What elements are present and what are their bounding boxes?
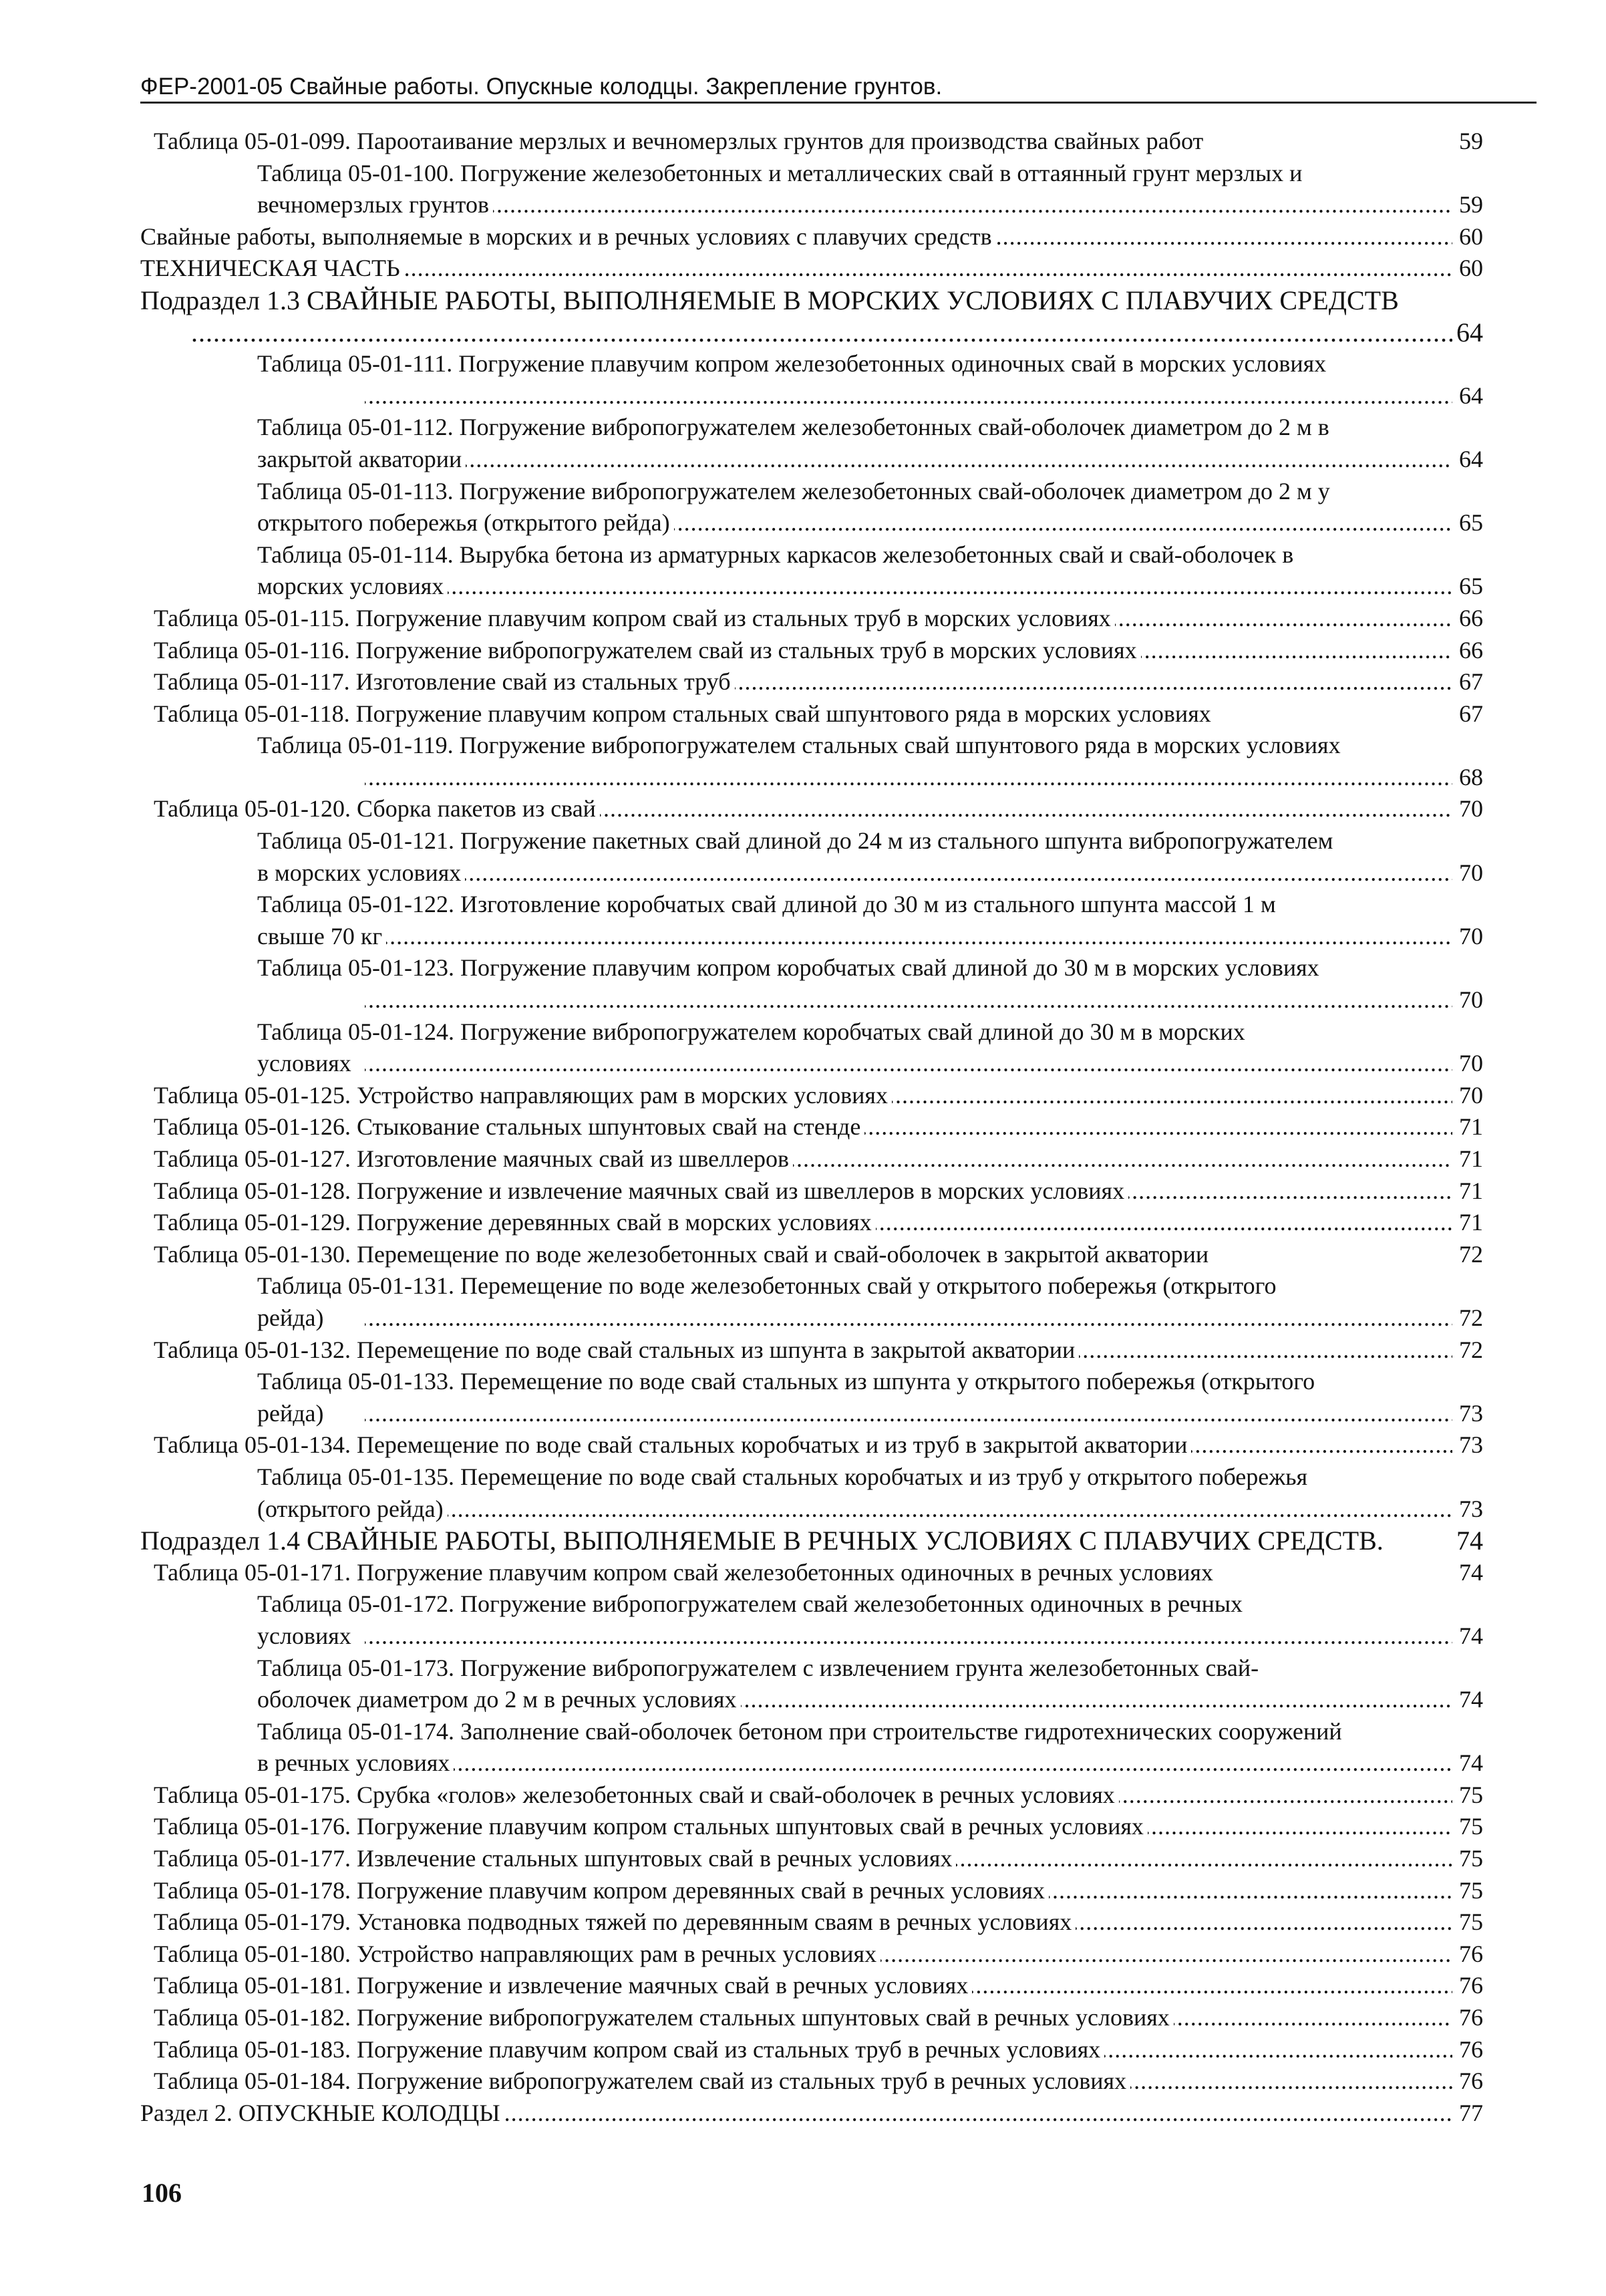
toc-table-entry[interactable]: Таблица 05-01-133. Перемещение по воде свай стальных из шпунта у открытого побережья (открытого рейда) ..... 73 <box>140 1366 1483 1429</box>
dot-leader <box>864 1111 1452 1143</box>
toc-entry-text: Таблица 05-01-100. Погружение железобетонных и металлических свай в оттаянный грунт мерзлых и <box>257 159 1303 186</box>
dot-leader <box>1174 2002 1452 2034</box>
toc-table-entry[interactable] <box>140 476 1483 539</box>
toc-entry-text: Таблица 05-01-124. Погружение вибропогружателем коробчатых свай длиной до 30 м в морских <box>257 1018 1245 1045</box>
toc-entry-text: Таблица 05-01-115. Погружение плавучим копром свай из стальных труб в морских условиях <box>154 604 1111 631</box>
toc-entry-text: Таблица 05-01-127. Изготовление маячных свай из швеллеров <box>154 1145 790 1172</box>
toc-entry-text: закрытой акватории <box>257 445 462 472</box>
toc-page-number: 70 <box>1459 986 1483 1014</box>
toc-entry-text: Таблица 05-01-113. Погружение вибропогружателем железобетонных свай-оболочек диаметром до 2 м у <box>257 477 1330 505</box>
dot-leader <box>365 984 1452 1016</box>
toc-entry-text: Подраздел 1.3 СВАЙНЫЕ РАБОТЫ, ВЫПОЛНЯЕМЫЕ В МОРСКИХ УСЛОВИЯХ С ПЛАВУЧИХ СРЕДСТВ <box>140 285 1399 315</box>
toc-entry-text: Таблица 05-01-183. Погружение плавучим копром свай из стальных труб в речных условиях <box>154 2035 1101 2063</box>
toc-entry-text: Таблица 05-01-123. Погружение плавучим копром коробчатых свай длиной до 30 м в морских условиях <box>257 954 1319 982</box>
toc-page-number: 73 <box>1459 1399 1483 1427</box>
toc-table-entry[interactable] <box>140 1811 1483 1843</box>
toc-table-entry[interactable] <box>140 539 1483 603</box>
toc-page-number: 75 <box>1459 1908 1483 1936</box>
toc-page-number: 71 <box>1459 1177 1483 1204</box>
toc-entry-text: Таблица 05-01-118. Погружение плавучим копром стальных свай шпунтового ряда в морских условиях <box>154 700 1211 727</box>
dot-leader <box>1104 2034 1452 2066</box>
toc-entry-text: Таблица 05-01-119. Погружение вибропогружателем стальных свай шпунтового ряда в морских условиях <box>257 732 1341 759</box>
toc-entry-text: Таблица 05-01-129. Погружение деревянных свай в морских условиях <box>154 1209 872 1236</box>
toc-section-entry[interactable] <box>140 1525 1483 1557</box>
dot-leader <box>876 1207 1452 1239</box>
toc-page-number: 77 <box>1459 2099 1483 2126</box>
toc-table-entry[interactable] <box>140 1779 1483 1812</box>
dot-leader <box>365 1398 1452 1430</box>
toc-table-entry[interactable] <box>140 1080 1483 1112</box>
toc-page-number: 72 <box>1459 1336 1483 1363</box>
toc-page-number: 60 <box>1459 223 1483 250</box>
toc-page-number: 75 <box>1459 1813 1483 1840</box>
toc-entry-text: Подраздел 1.4 СВАЙНЫЕ РАБОТЫ, ВЫПОЛНЯЕМЫЕ В РЕЧНЫХ УСЛОВИЯХ С ПЛАВУЧИХ СРЕДСТВ. <box>140 1526 1384 1556</box>
toc-entry-text: Таблица 05-01-130. Перемещение по воде железобетонных свай и свай-оболочек в закрытой акватории <box>154 1240 1209 1268</box>
toc-entry-text: Таблица 05-01-171. Погружение плавучим копром свай железобетонных одиночных в речных условиях <box>154 1558 1213 1586</box>
toc-entry-text: Таблица 05-01-126. Стыкование стальных шпунтовых свай на стенде <box>154 1113 861 1141</box>
toc-table-entry[interactable] <box>140 1111 1483 1143</box>
toc-table-entry[interactable] <box>140 1175 1483 1207</box>
toc-page-number: 74 <box>1459 1558 1483 1586</box>
toc-table-entry[interactable] <box>140 952 1483 1016</box>
toc-page-number: 65 <box>1459 509 1483 537</box>
toc-table-entry[interactable] <box>140 1461 1483 1525</box>
dot-leader <box>454 1747 1452 1779</box>
toc-entry-text: Таблица 05-01-125. Устройство направляющих рам в морских условиях <box>154 1081 888 1109</box>
toc-entry-text: Таблица 05-01-178. Погружение плавучим копром деревянных свай в речных условиях <box>154 1876 1046 1904</box>
toc-table-entry[interactable] <box>140 1843 1483 1875</box>
toc-table-entry[interactable] <box>140 825 1483 889</box>
toc-page-number: 68 <box>1459 763 1483 791</box>
toc-entry-text: Таблица 05-01-180. Устройство направляющих рам в речных условиях <box>154 1940 877 1967</box>
dot-leader <box>448 1493 1452 1526</box>
toc-table-entry[interactable] <box>140 158 1483 221</box>
toc-table-entry[interactable] <box>140 348 1483 412</box>
toc-page-number: 74 <box>1459 1622 1483 1649</box>
toc-entry-text: Таблица 05-01-182. Погружение вибропогружателем стальных шпунтовых свай в речных условиях <box>154 2004 1170 2031</box>
toc-page-number: 71 <box>1459 1145 1483 1172</box>
toc-entry-text: Таблица 05-01-111. Погружение плавучим копром железобетонных одиночных свай в морских условиях <box>257 350 1327 378</box>
dot-leader <box>880 1939 1452 1971</box>
toc-page-number: 71 <box>1459 1113 1483 1141</box>
toc-page-number: 64 <box>1456 317 1483 347</box>
toc-entry-text: Таблица 05-01-179. Установка подводных тяжей по деревянным сваям в речных условиях <box>154 1908 1072 1936</box>
toc-page-number: 67 <box>1459 700 1483 727</box>
toc-page-number: 66 <box>1459 604 1483 631</box>
toc-table-entry[interactable] <box>140 1207 1483 1239</box>
toc-table-entry[interactable] <box>140 1970 1483 2002</box>
toc-page-number: 76 <box>1459 1940 1483 1967</box>
toc-entry-text: оболочек диаметром до 2 м в речных условиях <box>257 1686 737 1713</box>
toc-entry-text: Таблица 05-01-122. Изготовление коробчатых свай длиной до 30 м из стального шпунта массой 1 м <box>257 891 1276 918</box>
toc-entry-text: Таблица 05-01-177. Извлечение стальных шпунтовых свай в речных условиях <box>154 1845 953 1872</box>
toc-page-number: 72 <box>1459 1304 1483 1331</box>
toc-entry-text: Раздел 2. ОПУСКНЫЕ КОЛОДЦЫ <box>140 2099 500 2126</box>
dot-leader <box>386 921 1452 953</box>
toc-page-number: 59 <box>1459 191 1483 219</box>
toc-entry-text: Таблица 05-01-135. Перемещение по воде свай стальных коробчатых и из труб у открытого побережья <box>257 1463 1308 1490</box>
toc-table-entry[interactable] <box>140 1939 1483 1971</box>
toc-entry-text: Таблица 05-01-173. Погружение вибропогружателем с извлечением грунта железобетонных свай- <box>257 1654 1259 1681</box>
toc-page-number: 65 <box>1459 573 1483 600</box>
dot-leader <box>793 1143 1452 1175</box>
toc-entry-text: ТЕХНИЧЕСКАЯ ЧАСТЬ <box>140 255 400 282</box>
toc-entry-text: Таблица 05-01-134. Перемещение по воде свай стальных коробчатых и из труб в закрытой акватории <box>154 1431 1188 1459</box>
dot-leader <box>1141 635 1452 667</box>
toc-table-entry[interactable] <box>140 2034 1483 2066</box>
toc-entry-text: Таблица 05-01-131. Перемещение по воде железобетонных свай у открытого побережья (открытого <box>257 1272 1277 1300</box>
toc-page-number: 66 <box>1459 636 1483 664</box>
toc-entry-text: Свайные работы, выполняемые в морских и в речных условиях с плавучих средств <box>140 223 992 250</box>
dot-leader <box>735 666 1452 698</box>
toc-table-entry[interactable] <box>140 793 1483 825</box>
toc-table-entry[interactable] <box>140 1334 1483 1367</box>
toc-entry-text: Таблица 05-01-114. Вырубка бетона из арматурных каркасов железобетонных свай и свай-оболочек в <box>257 541 1294 568</box>
dot-leader <box>465 857 1452 889</box>
toc-table-entry[interactable] <box>140 889 1483 952</box>
toc-section-entry[interactable] <box>140 253 1483 285</box>
toc-page-number: 76 <box>1459 2035 1483 2063</box>
toc-page-number: 64 <box>1459 445 1483 472</box>
toc-entry-text: свыше 70 кг <box>257 922 383 950</box>
dot-leader <box>1128 1175 1452 1207</box>
toc-page-number: 76 <box>1459 2067 1483 2095</box>
toc-page-number: 72 <box>1459 1240 1483 1268</box>
page-number: 106 <box>142 2178 182 2208</box>
toc-page-number: 70 <box>1459 1050 1483 1077</box>
toc-entry-text: Таблица 05-01-120. Сборка пакетов из свай <box>154 795 596 823</box>
toc-page-number: 74 <box>1459 1686 1483 1713</box>
toc-table-entry[interactable] <box>140 1557 1483 1589</box>
toc-page-number: 73 <box>1459 1495 1483 1522</box>
dot-leader <box>404 253 1452 285</box>
dot-leader <box>365 1048 1452 1080</box>
toc-page-number: 73 <box>1459 1431 1483 1459</box>
toc-table-entry[interactable] <box>140 730 1483 793</box>
header-rule <box>140 102 1537 104</box>
toc-table-entry[interactable] <box>140 412 1483 475</box>
toc-section-entry[interactable] <box>140 285 1483 348</box>
toc-entry-text: открытого побережья (открытого рейда) <box>257 509 670 537</box>
dot-leader <box>956 1843 1452 1875</box>
toc-table-entry[interactable] <box>140 666 1483 698</box>
toc-page-number: 71 <box>1459 1209 1483 1236</box>
toc-table-entry[interactable] <box>140 603 1483 635</box>
toc-table-entry[interactable]: Таблица 05-01-131. Перемещение по воде железобетонных свай у открытого побережья (открытого рейда) ..... 72 <box>140 1270 1483 1334</box>
toc-entry-text: в морских условиях <box>257 859 462 886</box>
dot-leader <box>1079 1334 1452 1367</box>
toc-entry-text: Таблица 05-01-176. Погружение плавучим копром стальных шпунтовых свай в речных условиях <box>154 1813 1144 1840</box>
dot-leader <box>365 762 1452 794</box>
toc-table-entry[interactable] <box>140 635 1483 667</box>
toc-page-number: 60 <box>1459 255 1483 282</box>
toc-page-number: 75 <box>1459 1845 1483 1872</box>
toc-entry-text: Таблица 05-01-121. Погружение пакетных свай длиной до 24 м из стального шпунта вибропогружателем <box>257 827 1333 855</box>
toc-entry-text: Таблица 05-01-116. Погружение вибропогружателем свай из стальных труб в морских условиях <box>154 636 1137 664</box>
dot-leader <box>972 1970 1452 2002</box>
toc-page-number: 75 <box>1459 1781 1483 1808</box>
toc-entry-text: Таблица 05-01-133. Перемещение по воде свай стальных из шпунта у открытого побережья (открытого <box>257 1368 1315 1395</box>
dot-leader <box>1191 1429 1452 1461</box>
toc-page-number: 70 <box>1459 1081 1483 1109</box>
dot-leader <box>365 1620 1452 1653</box>
toc-entry-text: (открытого рейда) <box>257 1495 444 1522</box>
running-header: ФЕР-2001-05 Свайные работы. Опускные колодцы. Закрепление грунтов. <box>140 74 943 100</box>
toc-section-entry[interactable] <box>140 2098 1483 2130</box>
toc-page-number: 70 <box>1459 795 1483 823</box>
dot-leader <box>191 317 1452 349</box>
toc-page-number: 59 <box>1459 128 1483 154</box>
toc-section-entry[interactable] <box>140 221 1483 253</box>
toc-entry-text: Таблица 05-01-181. Погружение и извлечение маячных свай в речных условиях <box>154 1972 969 1999</box>
dot-leader <box>1130 2065 1452 2098</box>
toc-table-entry[interactable] <box>140 1239 1483 1271</box>
toc-table-entry[interactable] <box>140 1906 1483 1939</box>
dot-leader <box>741 1684 1452 1716</box>
toc-table-entry[interactable]: Таблица 05-01-124. Погружение вибропогружателем коробчатых свай длиной до 30 м в морских условиях ..... 70 <box>140 1016 1483 1080</box>
toc-page-number: 74 <box>1456 1526 1483 1556</box>
toc-page-number: 70 <box>1459 922 1483 950</box>
dot-leader <box>365 380 1452 412</box>
toc-entry-text: в речных условиях <box>257 1749 450 1777</box>
toc-table-entry[interactable] <box>140 1143 1483 1175</box>
dot-leader <box>1148 1811 1452 1843</box>
table-of-contents <box>140 126 1483 2129</box>
toc-table-entry[interactable] <box>140 2002 1483 2034</box>
dot-leader <box>600 793 1452 825</box>
toc-entry-text: вечномерзлых грунтов <box>257 191 489 219</box>
toc-table-entry[interactable] <box>140 126 1483 158</box>
dot-leader <box>996 221 1452 253</box>
dot-leader <box>493 189 1452 221</box>
dot-leader <box>892 1080 1452 1112</box>
toc-entry-text: Таблица 05-01-132. Перемещение по воде свай стальных из шпунта в закрытой акватории <box>154 1336 1076 1363</box>
toc-entry-text: Таблица 05-01-128. Погружение и извлечение маячных свай из швеллеров в морских условиях <box>154 1177 1125 1204</box>
dot-leader <box>1049 1875 1452 1907</box>
toc-table-entry[interactable] <box>140 698 1483 730</box>
toc-entry-text: Таблица 05-01-184. Погружение вибропогружателем свай из стальных труб в речных условиях <box>154 2067 1127 2095</box>
dot-leader <box>504 2098 1452 2130</box>
toc-table-entry[interactable] <box>140 1653 1483 1716</box>
toc-entry-text: Таблица 05-01-112. Погружение вибропогружателем железобетонных свай-оболочек диаметром до 2 м в <box>257 414 1329 441</box>
toc-page-number: 70 <box>1459 859 1483 886</box>
toc-table-entry[interactable] <box>140 1716 1483 1779</box>
dot-leader <box>365 1302 1452 1334</box>
toc-entry-text: Таблица 05-01-117. Изготовление свай из стальных труб <box>154 668 731 696</box>
toc-page-number: 74 <box>1459 1749 1483 1777</box>
toc-table-entry[interactable] <box>140 1875 1483 1907</box>
dot-leader <box>1115 603 1452 635</box>
toc-table-entry[interactable]: Таблица 05-01-172. Погружение вибропогружателем свай железобетонных одиночных в речных условиях ..... 74 <box>140 1588 1483 1652</box>
toc-page-number: 67 <box>1459 668 1483 696</box>
toc-page-number: 76 <box>1459 2004 1483 2031</box>
dot-leader <box>466 444 1452 476</box>
dot-leader <box>674 507 1452 539</box>
toc-entry-text: Таблица 05-01-172. Погружение вибропогружателем свай железобетонных одиночных в речных <box>257 1590 1243 1618</box>
toc-entry-text: морских условиях <box>257 573 444 600</box>
toc-page-number: 64 <box>1459 382 1483 409</box>
toc-entry-text: Таблица 05-01-174. Заполнение свай-оболочек бетоном при строительстве гидротехнических сооружений <box>257 1717 1342 1745</box>
toc-page-number: 75 <box>1459 1876 1483 1904</box>
toc-table-entry[interactable] <box>140 2065 1483 2098</box>
dot-leader <box>1076 1906 1452 1939</box>
dot-leader <box>1119 1779 1452 1812</box>
dot-leader <box>448 571 1452 603</box>
toc-entry-text: Таблица 05-01-175. Срубка «голов» железобетонных свай и свай-оболочек в речных условиях <box>154 1781 1115 1808</box>
toc-page-number: 76 <box>1459 1972 1483 1999</box>
toc-entry-text: Таблица 05-01-099. Пароотаивание мерзлых и вечномерзлых грунтов для производства свайных работ <box>154 128 1204 154</box>
toc-table-entry[interactable] <box>140 1429 1483 1461</box>
